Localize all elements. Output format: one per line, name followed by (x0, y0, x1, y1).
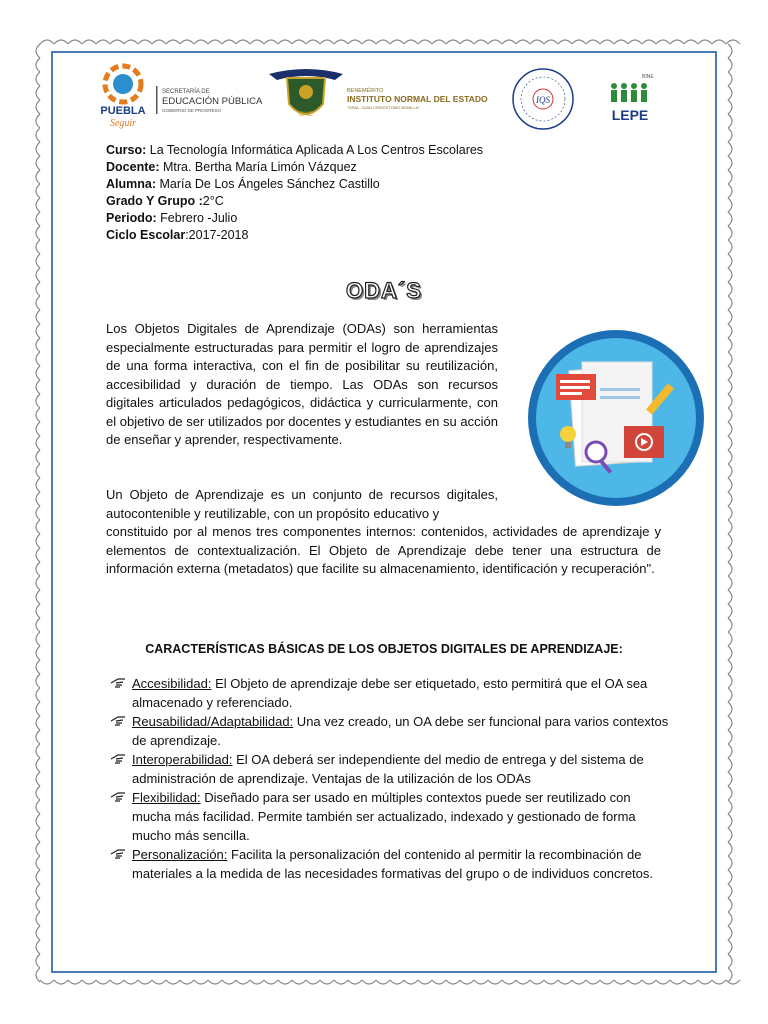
definition-paragraph-rest: constituido por al menos tres componentes internos: contenidos, actividades de aprendizaje y elementos de contextualización. El Objeto de Aprendizaje debe tener una estructura de información externa (metadatos) que facilite su almacenamiento, identificación y recuperación". (106, 524, 661, 576)
sep-line1: SECRETARÍA DE (162, 89, 210, 95)
page-title: ODA´S (346, 278, 422, 303)
normal-line3: "GRAL. JUAN CRISÓSTOMO BONILLA" (347, 105, 420, 110)
header-logos (90, 62, 690, 138)
list-item (110, 845, 670, 883)
bine-shield-logo (265, 66, 347, 128)
periodo-label: Periodo: (106, 211, 157, 225)
intro-paragraph: Los Objetos Digitales de Aprendizaje (ODAs) son herramientas especialmente estructuradas para permitir el logro de aprendizajes de una forma interactiva, con el fin de posibilitar su reutilización, accesibilidad y duración de tiempo. Las ODAs son recursos digitales articulados pedagógicos, didáctica y curricularmente, con el objetivo de ser utilizados por docentes y estudiantes en su acción de enseñar y aprender, respectivamente. (106, 321, 498, 447)
item-text: Facilita la personalización del contenido al permitir la recombinación de materiales a la medida de las necesidades formativas del grupo o de individuos concretos. (132, 847, 654, 881)
item-term: Flexibilidad: (132, 790, 201, 805)
item-text: El OA deberá ser independiente del medio de entrega y del sistema de administración de aprendizaje. Ventajas de la utilización de los ODAs (132, 752, 644, 786)
alumna-row (106, 176, 483, 193)
iqs-seal-logo (510, 66, 576, 132)
iqs-seal-text: IQS (536, 95, 550, 105)
section-heading: CARACTERÍSTICAS BÁSICAS DE LOS OBJETOS DIGITALES DE APRENDIZAJE: (145, 642, 623, 656)
normal-line1: BENEMÉRITO (347, 88, 384, 94)
sep-line3: GOBIERNO DE PROGRESO (162, 108, 222, 113)
item-term: Interoperabilidad: (132, 752, 233, 767)
ciclo-row (106, 227, 483, 244)
list-item (110, 788, 670, 845)
definition-paragraph (106, 486, 661, 579)
docente-value: Mtra. Bertha María Limón Vázquez (159, 160, 357, 174)
list-item (110, 674, 670, 712)
sep-logo (156, 84, 268, 118)
course-info (106, 142, 483, 244)
normal-logo-text (344, 84, 504, 118)
lepe-logo-text: LEPE (611, 107, 649, 123)
docente-label: Docente: (106, 160, 160, 174)
grado-label: Grado Y Grupo : (106, 194, 203, 208)
puebla-logo (92, 62, 154, 132)
grado-value: 2°C (202, 194, 224, 208)
item-term: Accesibilidad: (132, 676, 212, 691)
list-item (110, 712, 670, 750)
periodo-row (106, 210, 483, 227)
ciclo-label: Ciclo Escolar (106, 228, 186, 242)
document-illustration (516, 328, 716, 508)
curso-label: Curso: (106, 143, 147, 157)
characteristics-list (110, 674, 670, 883)
item-text: Una vez creado, un OA debe ser funcional para varios contextos de aprendizaje. (132, 714, 669, 748)
alumna-value: María De Los Ángeles Sánchez Castillo (156, 177, 380, 191)
hand-pointer-icon (110, 847, 126, 861)
sep-line2: EDUCACIÓN PÚBLICA (162, 96, 263, 107)
grado-row (106, 193, 483, 210)
normal-line2: INSTITUTO NORMAL DEL ESTADO (347, 94, 488, 104)
curso-row (106, 142, 483, 159)
hand-pointer-icon (110, 714, 126, 728)
lepe-logo (602, 70, 658, 132)
item-term: Personalización: (132, 847, 228, 862)
list-item (110, 750, 670, 788)
docente-row (106, 159, 483, 176)
alumna-label: Alumna: (106, 177, 156, 191)
ciclo-value: :2017-2018 (185, 228, 249, 242)
item-text: El Objeto de aprendizaje debe ser etiquetado, esto permitirá que el OA sea almacenado y referenciado. (132, 676, 648, 710)
hand-pointer-icon (110, 752, 126, 766)
item-text: Diseñado para ser usado en múltiples contextos puede ser reutilizado con mucha más facilidad. Permite también ser actualizado, indexado y gestionado de forma mucho más sencilla. (132, 790, 636, 843)
curso-value: La Tecnología Informática Aplicada A Los Centros Escolares (146, 143, 484, 157)
puebla-logo-text: PUEBLA (100, 105, 146, 117)
periodo-value: Febrero -Julio (156, 211, 238, 225)
item-term: Reusabilidad/Adaptabilidad: (132, 714, 294, 729)
puebla-logo-slogan: Seguir (109, 118, 137, 129)
definition-paragraph-start: Un Objeto de Aprendizaje es un conjunto de recursos digitales, autocontenible y reutilizable, con un propósito educativo y (106, 487, 498, 521)
bine-shield-text: BINE (298, 112, 314, 118)
lepe-top-text: BINE (642, 74, 654, 80)
hand-pointer-icon (110, 790, 126, 804)
hand-pointer-icon (110, 676, 126, 690)
